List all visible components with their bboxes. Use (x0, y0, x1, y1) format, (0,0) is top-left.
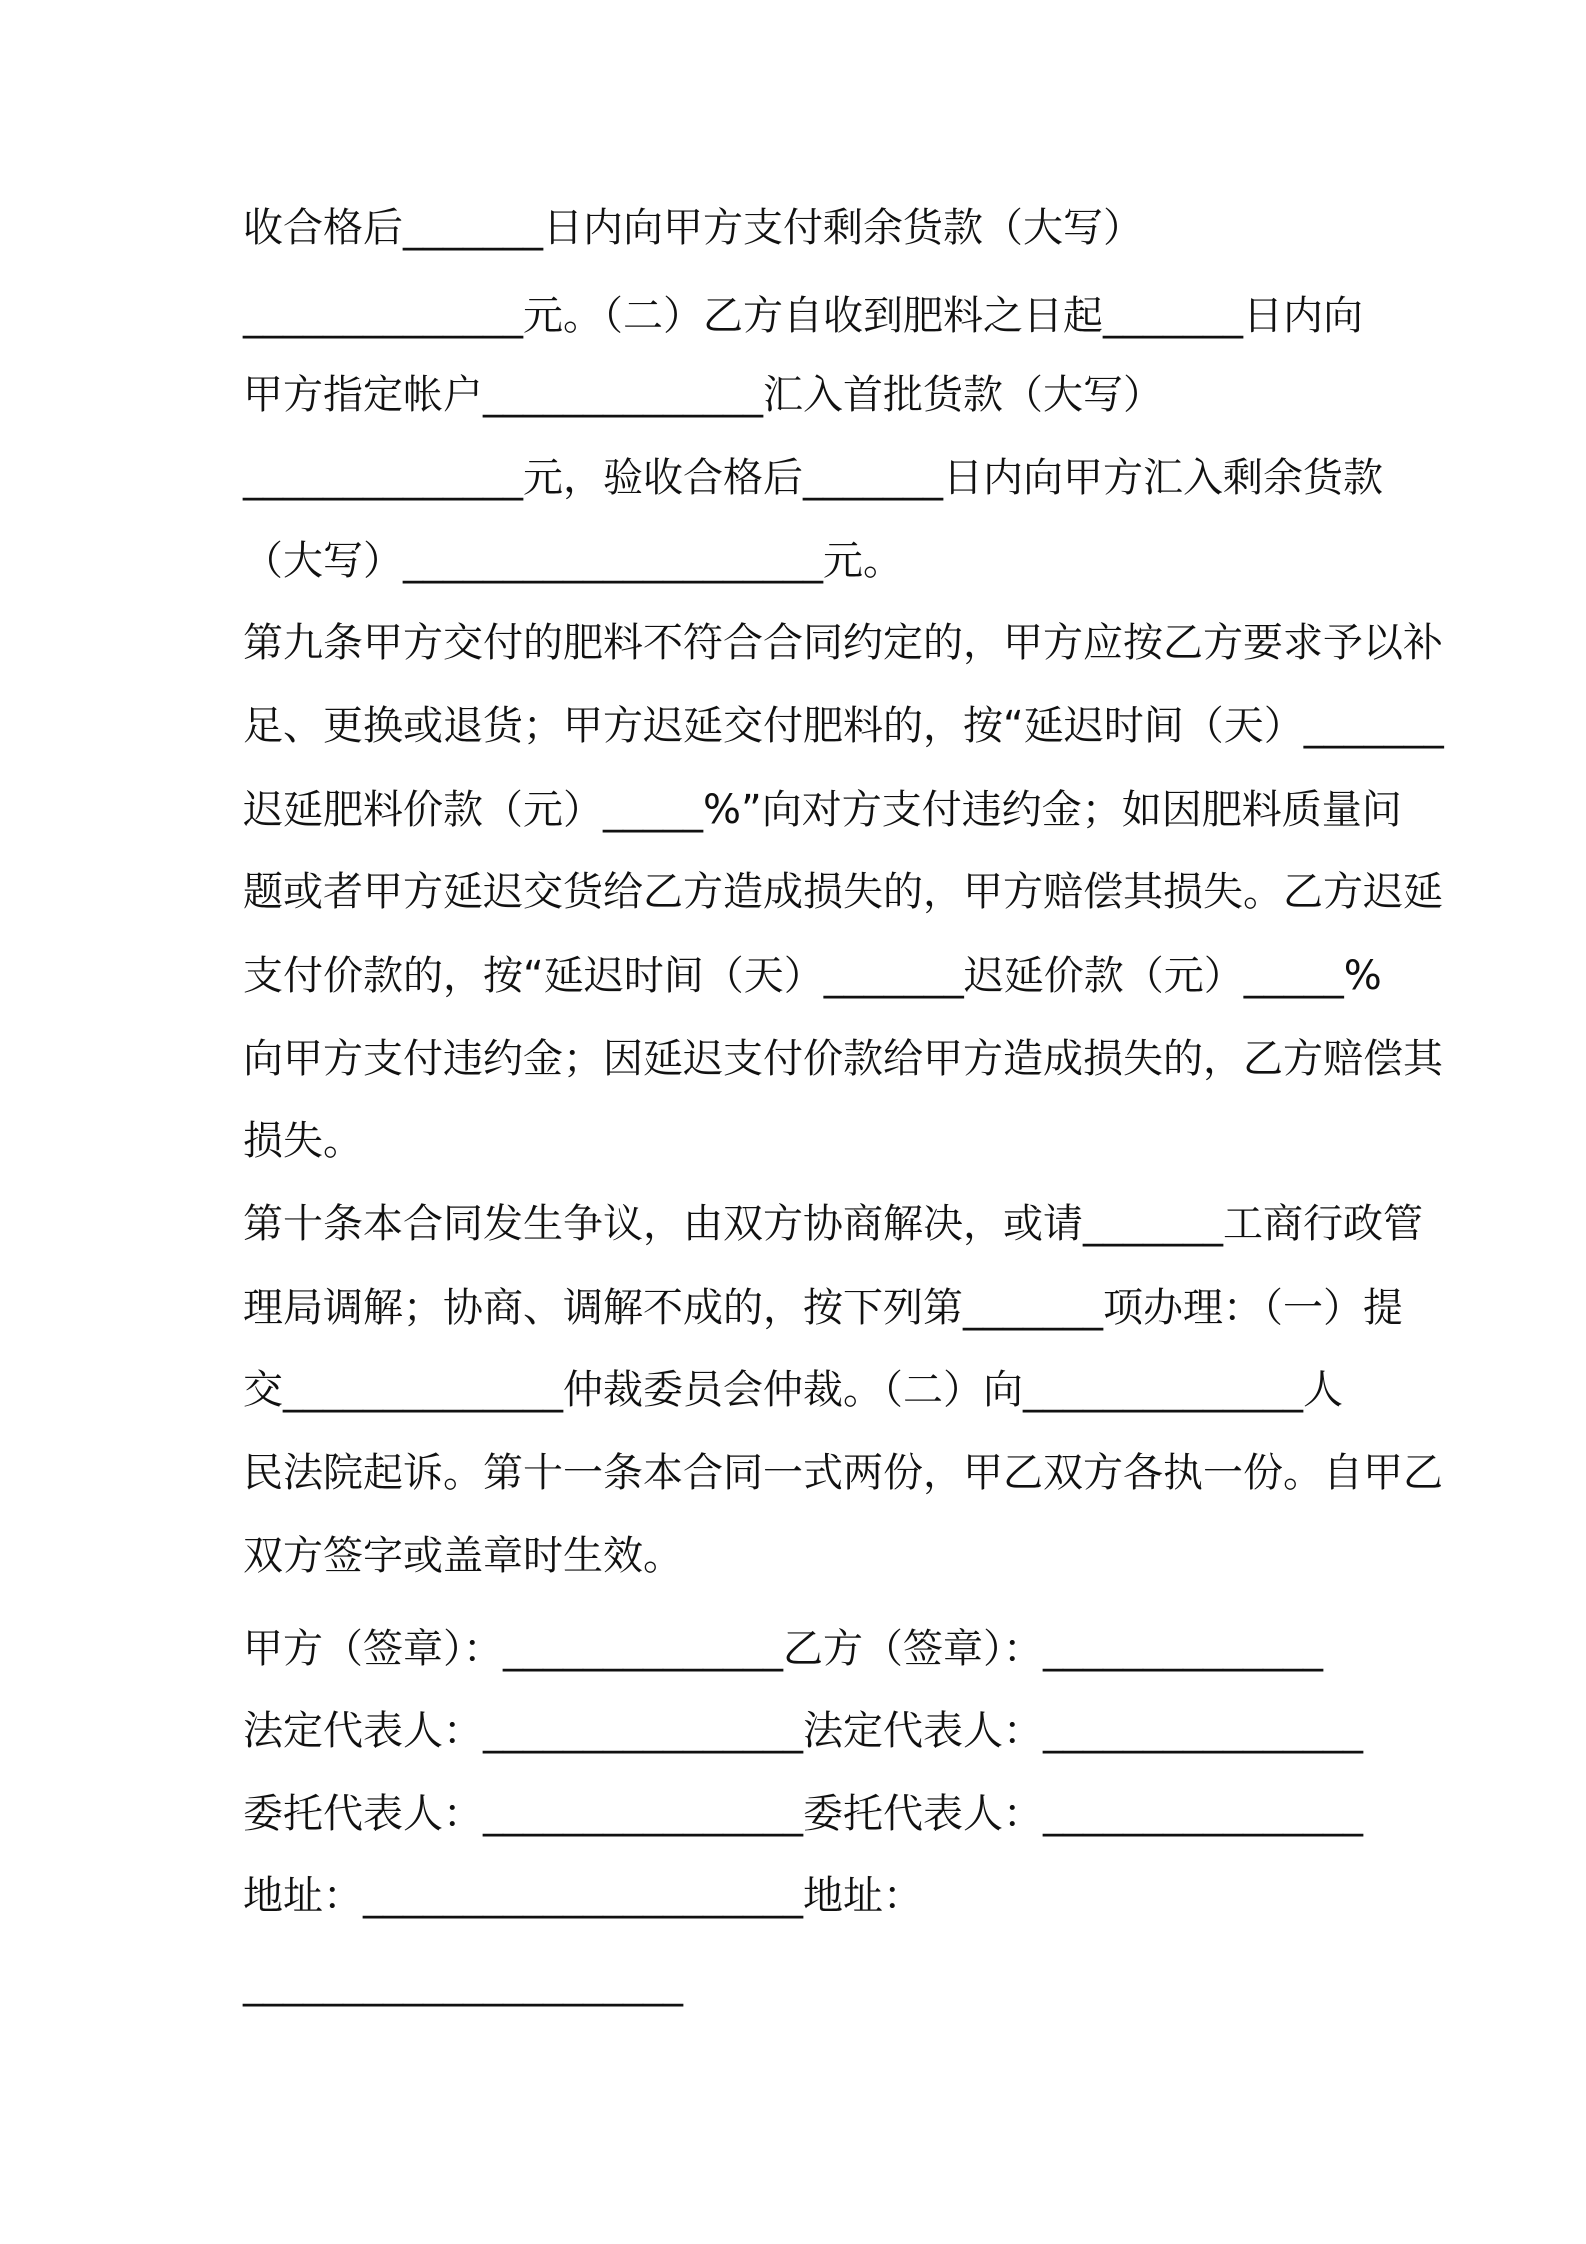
text-line: 双方签字或盖章时生效。 (243, 1533, 683, 1579)
signature-line: 地址：______________________地址： (243, 1873, 923, 1919)
text-line: 第九条甲方交付的肥料不符合合同约定的，甲方应按乙方要求予以补 (243, 620, 1443, 666)
text-line: 甲方指定帐户______________汇入首批货款（大写） (243, 372, 1163, 418)
text-line: 交______________仲裁委员会仲裁。（二）向______________人 (243, 1367, 1343, 1413)
text-line: 理局调解；协商、调解不成的，按下列第_______项办理：（一）提 (243, 1285, 1403, 1331)
text-line: 支付价款的，按“延迟时间（天）_______迟延价款（元）_____% (243, 953, 1382, 999)
text-line: 民法院起诉。第十一条本合同一式两份，甲乙双方各执一份。自甲乙 (243, 1450, 1443, 1496)
text-line: ______________元，验收合格后_______日内向甲方汇入剩余货款 (243, 455, 1383, 501)
text-line: 足、更换或退货；甲方迟延交付肥料的，按“延迟时间（天）_______ (243, 703, 1444, 749)
text-line: 迟延肥料价款（元）_____%”向对方支付违约金；如因肥料质量问 (243, 787, 1402, 833)
signature-line: 甲方（签章）：______________乙方（签章）：______________ (243, 1626, 1323, 1672)
signature-line: ______________________ (243, 1961, 683, 2007)
text-line: ______________元。（二）乙方自收到肥料之日起_______日内向 (243, 293, 1363, 339)
text-line: 题或者甲方延迟交货给乙方造成损失的，甲方赔偿其损失。乙方迟延 (243, 869, 1443, 915)
text-line: （大写）_____________________元。 (243, 538, 903, 584)
text-line: 向甲方支付违约金；因延迟支付价款给甲方造成损失的，乙方赔偿其 (243, 1036, 1443, 1082)
signature-line: 法定代表人：________________法定代表人：________________ (243, 1708, 1363, 1754)
text-line: 第十条本合同发生争议，由双方协商解决，或请_______工商行政管 (243, 1201, 1423, 1247)
signature-line: 委托代表人：________________委托代表人：________________ (243, 1791, 1363, 1837)
text-line: 收合格后_______日内向甲方支付剩余货款（大写） (243, 205, 1143, 251)
text-line: 损失。 (243, 1118, 363, 1164)
